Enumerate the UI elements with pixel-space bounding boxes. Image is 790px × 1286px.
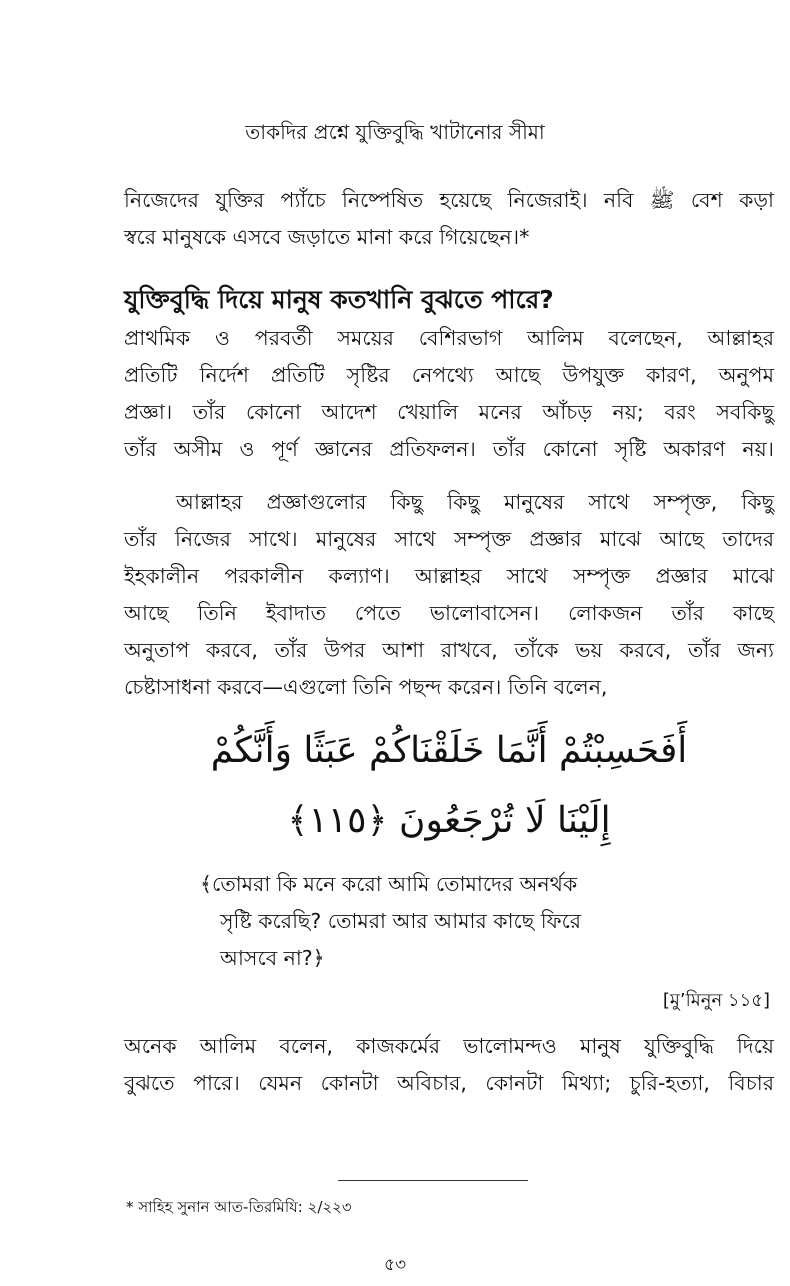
opening-paragraph [124, 182, 774, 256]
verse-translation [200, 866, 680, 977]
footnote: * সাহিহ সুনান আত-তিরমিযি: ২/২২৩ [126, 1198, 352, 1216]
paragraph-line: প্রতিটি নির্দেশ প্রতিটি সৃষ্টির নেপথ্যে আছে উপযুক্ত কারণ, অনুপম [124, 363, 774, 387]
page-number: ৫৩ [383, 1255, 407, 1275]
verse-reference: [মু’মিনুন ১১৫] [662, 990, 770, 1011]
paragraph-line: প্রজ্ঞা। তাঁর কোনো আদেশ খেয়ালি মনের আঁচড় নয়; বরং সবকিছু [124, 400, 774, 424]
paragraph-line: চেষ্টাসাধনা করবে—এগুলো তিনি পছন্দ করেন। তিনি বলেন, [124, 675, 608, 699]
paragraph-line: ইহকালীন পরকালীন কল্যাণ। আল্লাহর সাথে সম্পৃক্ত প্রজ্ঞার মাঝে [124, 564, 774, 588]
translation-line: ﴾তোমরা কি মনে করো আমি তোমাদের অনর্থক [200, 872, 578, 896]
running-header: তাকদির প্রশ্নে যুক্তিবুদ্ধি খাটানোর সীমা [245, 120, 545, 144]
paragraph-3 [124, 1028, 774, 1102]
section-heading: যুক্তিবুদ্ধি দিয়ে মানুষ কতখানি বুঝতে পারে? [124, 285, 554, 314]
paragraph-line: তাঁর অসীম ও পূর্ণ জ্ঞানের প্রতিফলন। তাঁর কোনো সৃষ্টি অকারণ নয়। [124, 437, 774, 461]
arabic-verse-line-1: أَفَحَسِبْتُمْ أَنَّمَا خَلَقْنَاكُمْ عَبَثًا وَأَنَّكُمْ [210, 730, 688, 771]
paragraph-1 [124, 320, 774, 468]
paragraph-line: আছে তিনি ইবাদাত পেতে ভালোবাসেন। লোকজন তাঁর কাছে [124, 601, 774, 625]
paragraph-line: নিজেদের যুক্তির প্যাঁচে নিষ্পেষিত হয়েছে নিজেরাই। নবি ﷺ বেশ কড়া [124, 188, 774, 212]
paragraph-line: আল্লাহর প্রজ্ঞাগুলোর কিছু কিছু মানুষের সাথে সম্পৃক্ত, কিছু [176, 490, 774, 514]
paragraph-2 [124, 484, 774, 706]
translation-line: আসবে না?﴿ [220, 946, 325, 970]
paragraph-line: বুঝতে পারে। যেমন কোনটা অবিচার, কোনটা মিথ্যা; চুরি-হত্যা, বিচার [124, 1071, 774, 1095]
footnote-divider [338, 1180, 528, 1181]
paragraph-line: প্রাথমিক ও পরবর্তী সময়ের বেশিরভাগ আলিম বলেছেন, আল্লাহর [124, 326, 774, 350]
translation-line: সৃষ্টি করেছি? তোমরা আর আমার কাছে ফিরে [220, 909, 582, 933]
paragraph-line: স্বরে মানুষকে এসবে জড়াতে মানা করে গিয়েছেন।* [124, 225, 530, 249]
paragraph-line: তাঁর নিজের সাথে। মানুষের সাথে সম্পৃক্ত প্রজ্ঞার মাঝে আছে তাদের [124, 527, 774, 551]
paragraph-line: অনেক আলিম বলেন, কাজকর্মের ভালোমন্দও মানুষ যুক্তিবুদ্ধি দিয়ে [124, 1034, 774, 1058]
paragraph-line: অনুতাপ করবে, তাঁর উপর আশা রাখবে, তাঁকে ভয় করবে, তাঁর জন্য [124, 638, 774, 662]
arabic-verse-line-2: إِلَيْنَا لَا تُرْجَعُونَ ﴿١١٥﴾ [287, 800, 611, 841]
